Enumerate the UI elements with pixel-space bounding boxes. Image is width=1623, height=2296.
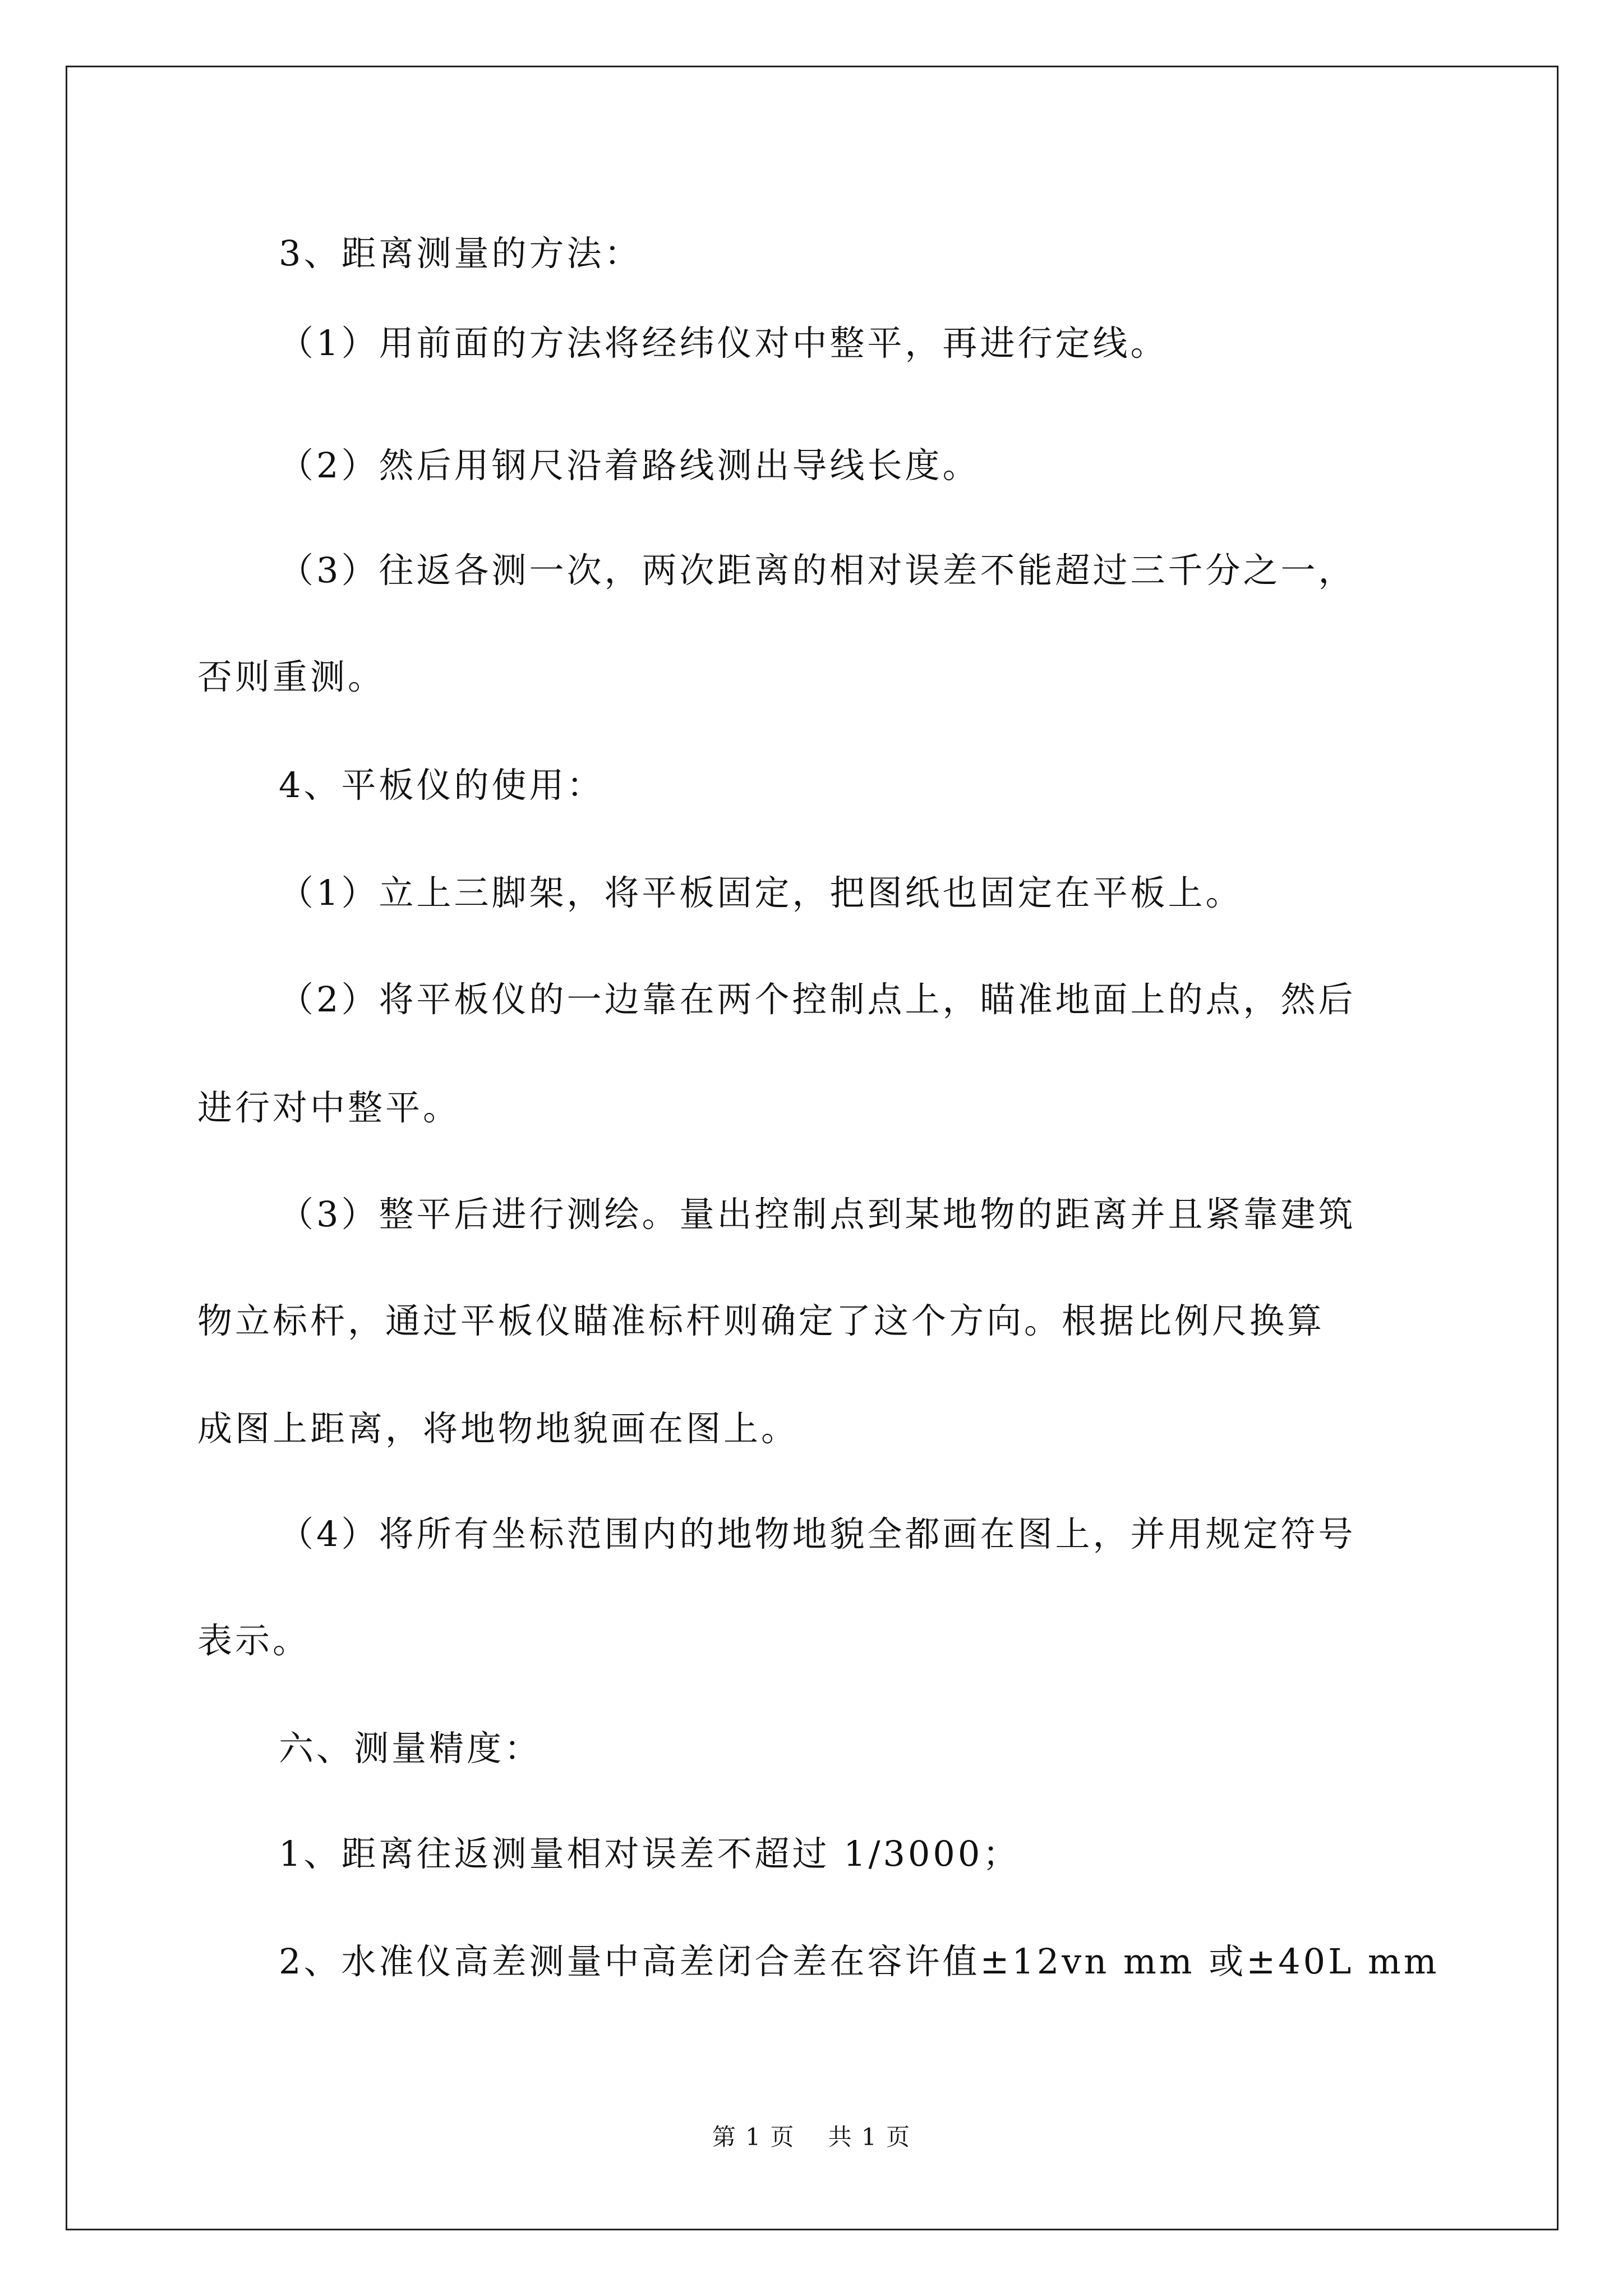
page-border [66,66,1559,2230]
paragraph-line-10: （3）整平后进行测绘。量出控制点到某地物的距离并且紧靠建筑 [279,1194,1356,1235]
paragraph-line-11: 物立标杆，通过平板仪瞄准标杆则确定了这个方向。根据比例尺换算 [197,1300,1325,1341]
paragraph-line-16: 1、距离往返测量相对误差不超过 1/3000； [279,1833,1021,1874]
paragraph-line-5: 否则重测。 [197,656,386,697]
paragraph-line-12: 成图上距离，将地物地貌画在图上。 [197,1408,799,1449]
paragraph-line-1: 3、距离测量的方法： [279,233,642,274]
paragraph-line-8: （2）将平板仪的一边靠在两个控制点上，瞄准地面上的点，然后 [279,979,1356,1020]
paragraph-line-4: （3）往返各测一次，两次距离的相对误差不能超过三千分之一， [279,550,1356,591]
paragraph-line-17: 2、水准仪高差测量中高差闭合差在容许值±12vn mm 或±40L mm [279,1941,1440,1982]
paragraph-line-9: 进行对中整平。 [197,1087,461,1128]
paragraph-line-2: （1）用前面的方法将经纬仪对中整平，再进行定线。 [279,323,1168,364]
section-heading-accuracy: 六、测量精度： [279,1728,542,1769]
paragraph-line-7: （1）立上三脚架，将平板固定，把图纸也固定在平板上。 [279,872,1243,913]
paragraph-line-14: 表示。 [197,1620,311,1661]
paragraph-line-13: （4）将所有坐标范围内的地物地貌全都画在图上，并用规定符号 [279,1513,1356,1554]
paragraph-line-3: （2）然后用钢尺沿着路线测出导线长度。 [279,445,980,486]
page-number-footer: 第 1 页 共 1 页 [712,2123,911,2151]
paragraph-line-6: 4、平板仪的使用： [279,765,605,806]
